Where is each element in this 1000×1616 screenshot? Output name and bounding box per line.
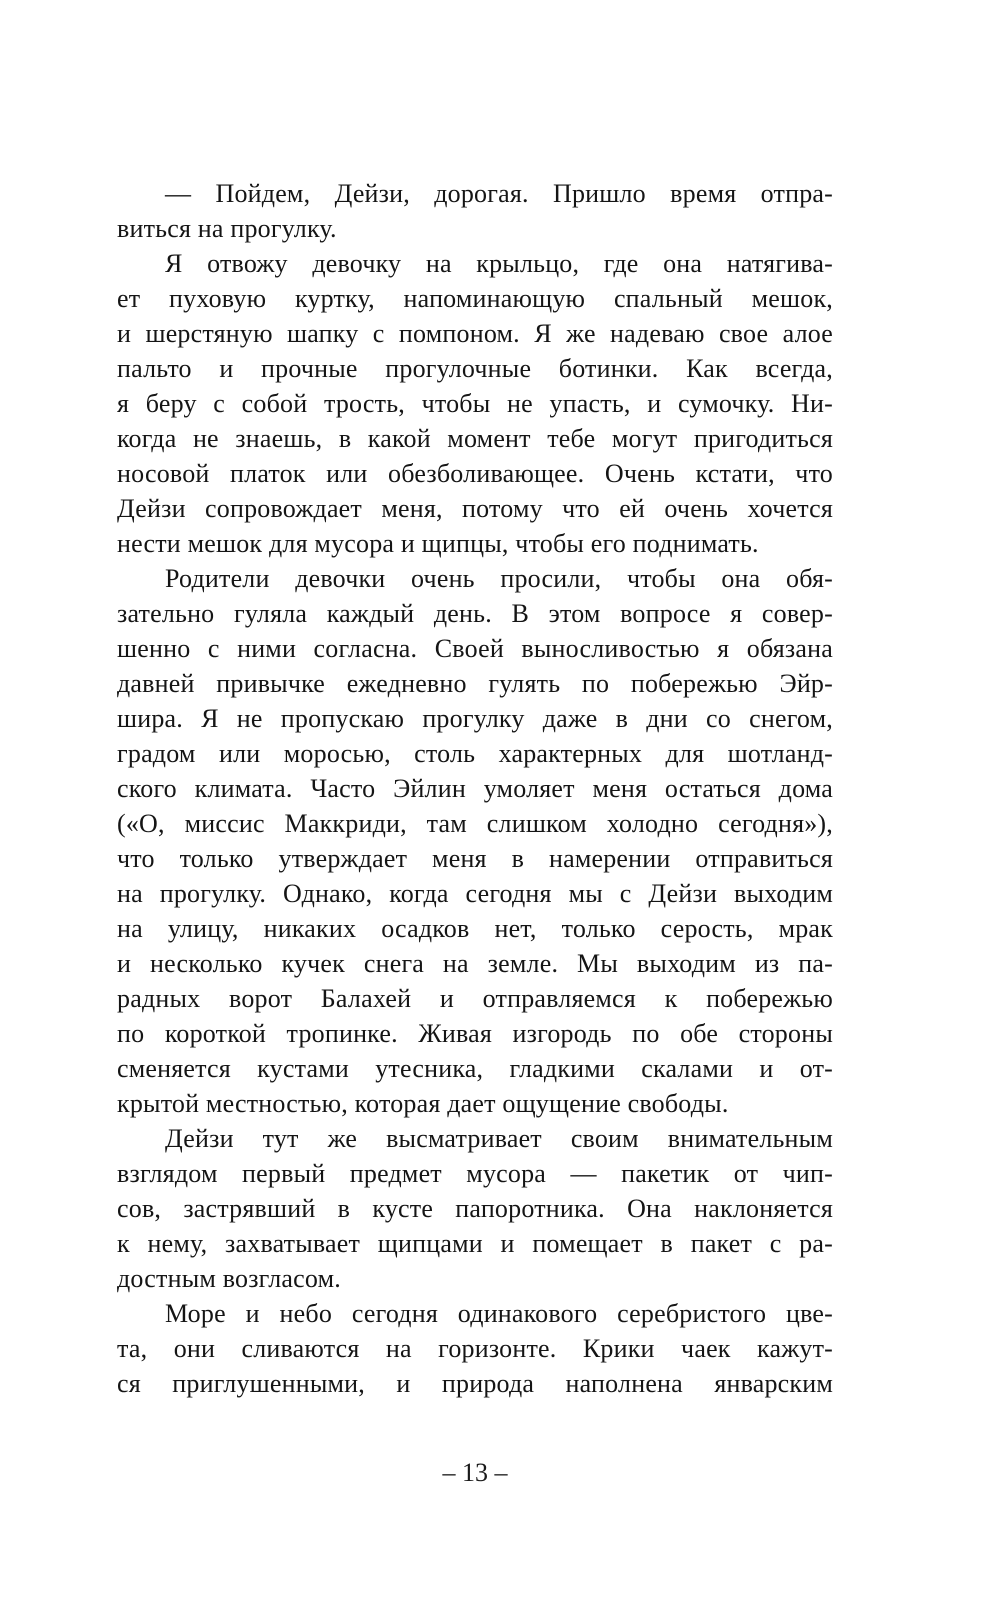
text-line: взглядом первый предмет мусора — пакетик от чип- xyxy=(117,1159,833,1188)
text-line: и несколько кучек снега на земле. Мы выходим из па- xyxy=(117,949,833,978)
text-line: сов, застрявший в кусте папоротника. Она наклоняется xyxy=(117,1194,833,1223)
text-line: на прогулку. Однако, когда сегодня мы с Дейзи выходим xyxy=(117,879,833,908)
text-line: носовой платок или обезболивающее. Очень кстати, что xyxy=(117,459,833,488)
text-line: ся приглушенными, и природа наполнена январским xyxy=(117,1369,833,1398)
text-line: градом или моросью, столь характерных для шотланд- xyxy=(117,739,833,768)
text-line: крытой местностью, которая дает ощущение свободы. xyxy=(117,1089,729,1118)
page-number: – 13 – xyxy=(442,1458,508,1487)
text-line: по короткой тропинке. Живая изгородь по обе стороны xyxy=(117,1019,833,1048)
text-block xyxy=(117,176,833,1401)
text-line: к нему, захватывает щипцами и помещает в пакет с ра- xyxy=(117,1229,833,1258)
text-line: я беру с собой трость, чтобы не упасть, и сумочку. Ни- xyxy=(117,389,833,418)
text-line: давней привычке ежедневно гулять по побережью Эйр- xyxy=(117,669,833,698)
text-line: шира. Я не пропускаю прогулку даже в дни со снегом, xyxy=(117,704,833,733)
text-line: та, они сливаются на горизонте. Крики чаек кажут- xyxy=(117,1334,833,1363)
text-line: и шерстяную шапку с помпоном. Я же надеваю свое алое xyxy=(117,319,833,348)
text-line: ет пуховую куртку, напоминающую спальный мешок, xyxy=(117,284,833,313)
text-line: Родители девочки очень просили, чтобы она обя- xyxy=(165,564,833,593)
text-line: нести мешок для мусора и щипцы, чтобы его поднимать. xyxy=(117,529,759,558)
text-line: Дейзи тут же высматривает своим внимательным xyxy=(165,1124,833,1153)
text-line: Дейзи сопровождает меня, потому что ей очень хочется xyxy=(117,494,833,523)
text-line: когда не знаешь, в какой момент тебе могут пригодиться xyxy=(117,424,833,453)
text-line: виться на прогулку. xyxy=(117,214,337,243)
text-line: зательно гуляла каждый день. В этом вопросе я совер- xyxy=(117,599,833,628)
text-line: Я отвожу девочку на крыльцо, где она натягива- xyxy=(165,249,833,278)
text-line: достным возгласом. xyxy=(117,1264,341,1293)
text-line: сменяется кустами утесника, гладкими скалами и от- xyxy=(117,1054,833,1083)
text-line: пальто и прочные прогулочные ботинки. Как всегда, xyxy=(117,354,833,383)
text-line: что только утверждает меня в намерении отправиться xyxy=(117,844,833,873)
text-line: шенно с ними согласна. Своей выносливостью я обязана xyxy=(117,634,833,663)
text-line: ского климата. Часто Эйлин умоляет меня остаться дома xyxy=(117,774,833,803)
text-line: — Пойдем, Дейзи, дорогая. Пришло время отпра- xyxy=(165,179,833,208)
text-line: («О, миссис Маккриди, там слишком холодно сегодня»), xyxy=(117,809,833,838)
text-line: на улицу, никаких осадков нет, только серость, мрак xyxy=(117,914,833,943)
text-line: Море и небо сегодня одинакового серебристого цве- xyxy=(165,1299,833,1328)
text-line: радных ворот Балахей и отправляемся к побережью xyxy=(117,984,833,1013)
